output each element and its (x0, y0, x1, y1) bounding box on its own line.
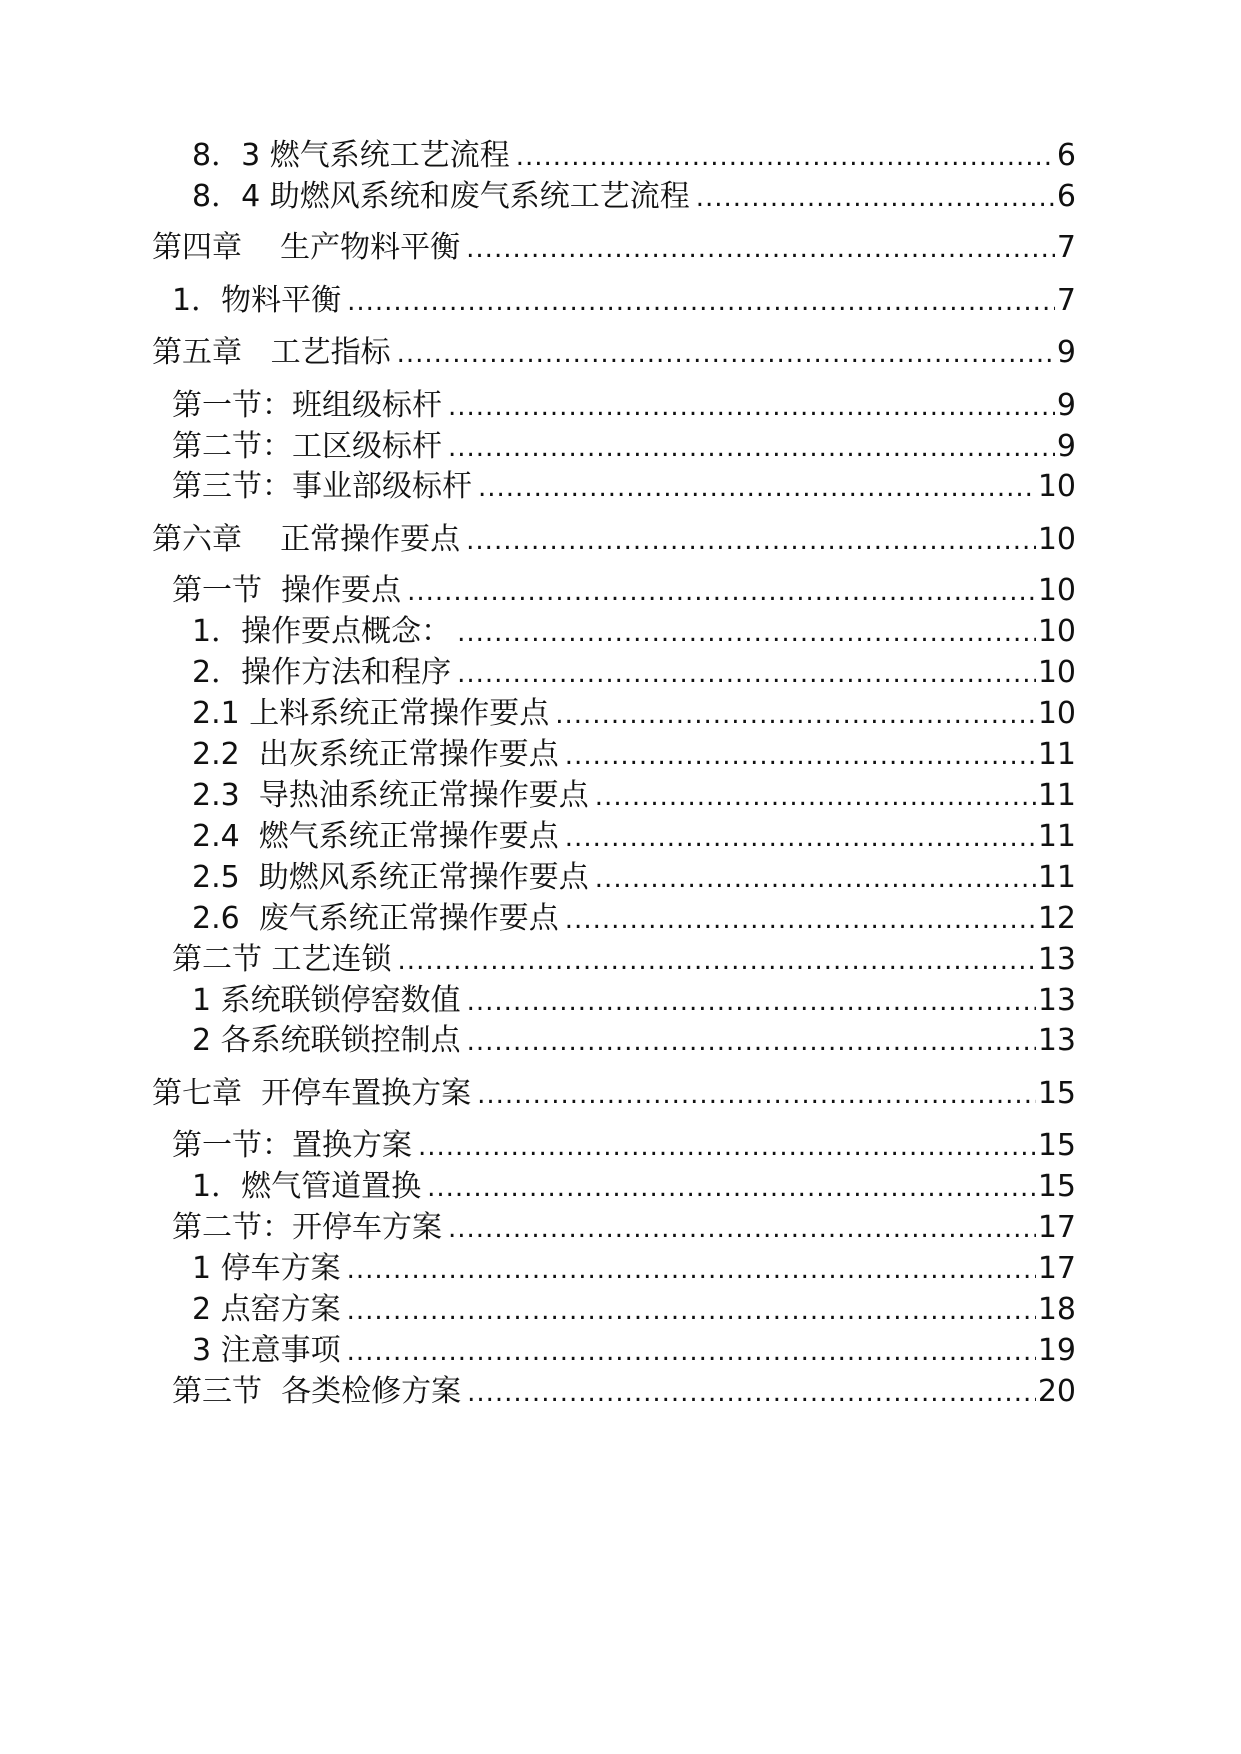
toc-entry[interactable] (192, 1021, 1076, 1061)
toc-entry-title: 第三节：事业部级标杆 (172, 469, 472, 504)
toc-entry-title: 第六章 正常操作要点 (152, 522, 461, 557)
toc-entry-page: 10 (1037, 655, 1076, 690)
toc-entry[interactable] (172, 427, 1076, 467)
toc-entry-page: 9 (1056, 335, 1076, 370)
toc-entry[interactable] (192, 817, 1076, 857)
toc-entry-title: 8．4 助燃风系统和废气系统工艺流程 (192, 179, 690, 214)
dot-leader (407, 572, 1036, 612)
toc-entry-title: 2.2 出灰系统正常操作要点 (192, 737, 559, 772)
dot-leader (478, 468, 1036, 508)
toc-entry[interactable] (172, 1208, 1076, 1248)
dot-leader (457, 654, 1036, 694)
toc-entry-title: 第一节：班组级标杆 (172, 388, 442, 423)
toc-entry-title: 1．操作要点概念： (192, 614, 452, 649)
toc-entry[interactable] (172, 467, 1076, 507)
toc-entry[interactable] (192, 653, 1076, 693)
toc-entry[interactable] (192, 776, 1076, 816)
toc-entry-title: 2.5 助燃风系统正常操作要点 (192, 860, 589, 895)
toc-entry[interactable] (192, 1331, 1076, 1371)
toc-entry-title: 8．3 燃气系统工艺流程 (192, 138, 510, 173)
toc-entry-title: 第一节：置换方案 (172, 1128, 412, 1163)
toc-entry-page: 9 (1056, 388, 1076, 423)
toc-entry-title: 2.4 燃气系统正常操作要点 (192, 819, 559, 854)
dot-leader (565, 900, 1036, 940)
toc-entry-page: 10 (1037, 696, 1076, 731)
toc-entry-title: 第二节：工区级标杆 (172, 429, 442, 464)
toc-entry[interactable] (192, 1249, 1076, 1289)
dot-leader (448, 428, 1055, 468)
toc-entry-page: 19 (1037, 1333, 1076, 1368)
toc-entry-page: 18 (1037, 1292, 1076, 1327)
dot-leader (467, 1373, 1036, 1413)
dot-leader (555, 695, 1036, 735)
toc-entry-title: 第一节 操作要点 (172, 573, 402, 608)
toc-entry[interactable] (172, 281, 1076, 321)
toc-entry[interactable] (192, 612, 1076, 652)
toc-entry[interactable] (192, 177, 1076, 217)
dot-leader (347, 282, 1055, 322)
toc-entry-page: 15 (1037, 1076, 1076, 1111)
toc-entry[interactable] (152, 520, 1076, 560)
dot-leader (347, 1250, 1036, 1290)
toc-entry-title: 2.3 导热油系统正常操作要点 (192, 778, 589, 813)
toc-entry[interactable] (192, 981, 1076, 1021)
toc-entry-page: 17 (1037, 1210, 1076, 1245)
toc-entry-page: 10 (1037, 469, 1076, 504)
dot-leader (347, 1291, 1036, 1331)
dot-leader (565, 818, 1036, 858)
toc-entry-title: 1 停车方案 (192, 1251, 341, 1286)
dot-leader (565, 736, 1036, 776)
toc-entry-page: 13 (1037, 942, 1076, 977)
toc-entry-page: 11 (1037, 819, 1076, 854)
toc-entry-title: 第四章 生产物料平衡 (152, 230, 461, 265)
dot-leader (477, 1075, 1036, 1115)
dot-leader (466, 229, 1055, 269)
dot-leader (397, 334, 1055, 374)
dot-leader (427, 1168, 1036, 1208)
toc-entry-page: 11 (1037, 860, 1076, 895)
toc-entry-title: 1．物料平衡 (172, 283, 342, 318)
toc-entry-title: 3 注意事项 (192, 1333, 341, 1368)
toc-entry[interactable] (192, 899, 1076, 939)
toc-entry[interactable] (172, 1372, 1076, 1412)
toc-entry-page: 9 (1056, 429, 1076, 464)
dot-leader (467, 982, 1036, 1022)
toc-entry-title: 2．操作方法和程序 (192, 655, 452, 690)
toc-entry-page: 15 (1037, 1128, 1076, 1163)
toc-entry-title: 2.6 废气系统正常操作要点 (192, 901, 559, 936)
toc-entry-page: 10 (1037, 614, 1076, 649)
toc-entry-title: 1 系统联锁停窑数值 (192, 983, 461, 1018)
toc-entry-title: 1．燃气管道置换 (192, 1169, 422, 1204)
toc-entry[interactable] (192, 858, 1076, 898)
toc-entry-page: 10 (1037, 573, 1076, 608)
toc-entry-page: 7 (1056, 230, 1076, 265)
toc-entry-page: 7 (1056, 283, 1076, 318)
toc-entry[interactable] (192, 735, 1076, 775)
toc-entry-page: 10 (1037, 522, 1076, 557)
toc-entry-page: 13 (1037, 983, 1076, 1018)
toc-entry-title: 2.1 上料系统正常操作要点 (192, 696, 550, 731)
toc-entry[interactable] (152, 333, 1076, 373)
dot-leader (398, 941, 1036, 981)
toc-entry[interactable] (192, 694, 1076, 734)
toc-entry[interactable] (192, 136, 1076, 176)
toc-entry[interactable] (172, 571, 1076, 611)
toc-entry-title: 第二节：开停车方案 (172, 1210, 442, 1245)
dot-leader (595, 859, 1036, 899)
toc-entry-page: 20 (1037, 1374, 1076, 1409)
toc-entry-title: 第三节 各类检修方案 (172, 1374, 462, 1409)
dot-leader (466, 521, 1036, 561)
toc-entry-page: 11 (1037, 737, 1076, 772)
toc-entry-page: 11 (1037, 778, 1076, 813)
dot-leader (595, 777, 1036, 817)
toc-entry-page: 12 (1037, 901, 1076, 936)
toc-entry[interactable] (192, 1167, 1076, 1207)
toc-entry[interactable] (172, 386, 1076, 426)
toc-entry-page: 13 (1037, 1023, 1076, 1058)
dot-leader (467, 1022, 1036, 1062)
toc-entry-title: 2 点窑方案 (192, 1292, 341, 1327)
dot-leader (516, 137, 1055, 177)
dot-leader (448, 387, 1055, 427)
dot-leader (457, 613, 1036, 653)
toc-entry-title: 2 各系统联锁控制点 (192, 1023, 461, 1058)
dot-leader (347, 1332, 1036, 1372)
toc-entry-page: 6 (1056, 179, 1076, 214)
toc-entry-page: 6 (1056, 138, 1076, 173)
dot-leader (448, 1209, 1036, 1249)
toc-entry[interactable] (172, 1126, 1076, 1166)
toc-entry-page: 17 (1037, 1251, 1076, 1286)
toc-entry-page: 15 (1037, 1169, 1076, 1204)
toc-entry-title: 第五章 工艺指标 (152, 335, 391, 370)
dot-leader (696, 178, 1055, 218)
toc-entry[interactable] (152, 1074, 1076, 1114)
toc-entry-title: 第七章 开停车置换方案 (152, 1076, 472, 1111)
toc-entry[interactable] (152, 228, 1076, 268)
toc-entry[interactable] (192, 1290, 1076, 1330)
toc-entry-title: 第二节 工艺连锁 (172, 942, 392, 977)
dot-leader (418, 1127, 1036, 1167)
toc-entry[interactable] (172, 940, 1076, 980)
